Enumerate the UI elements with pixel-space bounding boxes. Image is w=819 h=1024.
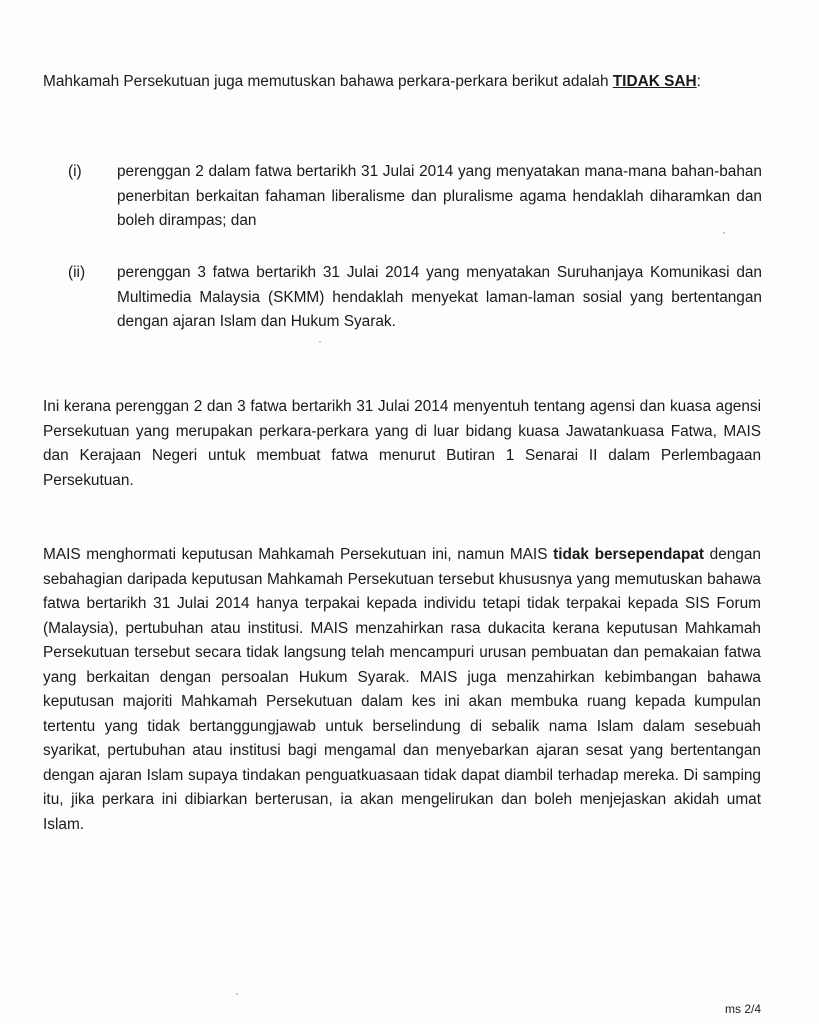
list-item-ii — [68, 261, 762, 337]
paragraph-reason: Ini kerana perenggan 2 dan 3 fatwa bertarikh 31 Julai 2014 menyentuh tentang agensi dan kuasa agensi Persekutuan yang merupakan perkara-perkara yang di luar bidang kuasa Jawatankuasa Fatwa, MAIS dan Kerajaan Negeri untuk membuat fatwa menurut Butiran 1 Senarai II dalam Perlembagaan Persekutuan. — [43, 398, 761, 489]
scan-speck — [723, 232, 725, 234]
paragraph-mais-statement — [43, 543, 761, 837]
statement-text-b: dengan sebahagian daripada keputusan Mahkamah Persekutuan tersebut khususnya yang memutuskan bahawa fatwa bertarikh 31 Julai 2014 hanya terpakai kepada individu tetapi tidak terpakai kepada SIS Forum (Malaysia), pertubuhan atau institusi. MAIS menzahirkan rasa dukacita kerana keputusan Mahkamah Persekutuan tersebut secara tidak langsung telah mencampuri urusan pembuatan dan pemakaian fatwa yang berkaitan dengan persoalan Hukum Syarak. MAIS juga menzahirkan kebimbangan bahawa keputusan majoriti Mahkamah Persekutuan dalam kes ini akan membuka ruang kepada kumpulan tertentu yang tidak bertanggungjawab untuk berselindung di sebalik nama Islam dalam sesebuah syarikat, pertubuhan atau institusi bagi mengamal dan menyebarkan ajaran sesat yang bertentangan dengan ajaran Islam supaya tindakan penguatkuasaan tidak dapat diambil terhadap mereka. Di samping itu, jika perkara ini dibiarkan berterusan, ia akan mengelirukan dan boleh menjejaskan akidah umat Islam. — [43, 546, 761, 833]
item-number: (i) — [68, 163, 82, 180]
item-text: perenggan 3 fatwa bertarikh 31 Julai 2014 yang menyatakan Suruhanjaya Komunikasi dan Multimedia Malaysia (SKMM) hendaklah menyekat laman-laman sosial yang bertentangan dengan ajaran Islam dan Hukum Syarak. — [117, 264, 762, 330]
emphasis-tidak-bersependapat: tidak bersependapat — [553, 546, 705, 563]
list-item-i — [68, 160, 762, 236]
scan-speck — [319, 341, 321, 343]
paragraph-intro — [43, 70, 761, 95]
item-number: (ii) — [68, 264, 86, 281]
emphasis-tidak-sah: TIDAK SAH — [612, 73, 697, 90]
intro-colon: : — [696, 73, 701, 90]
item-text: perenggan 2 dalam fatwa bertarikh 31 Julai 2014 yang menyatakan mana-mana bahan-bahan penerbitan berkaitan fahaman liberalisme dan pluralisme agama hendaklah diharamkan dan boleh dirampas; dan — [117, 163, 762, 229]
page-number: ms 2/4 — [724, 1002, 761, 1016]
statement-text-a: MAIS menghormati keputusan Mahkamah Persekutuan ini, namun MAIS — [43, 546, 554, 563]
intro-text: Mahkamah Persekutuan juga memutuskan bahawa perkara-perkara berikut adalah — [43, 73, 613, 90]
scan-speck — [236, 993, 238, 995]
